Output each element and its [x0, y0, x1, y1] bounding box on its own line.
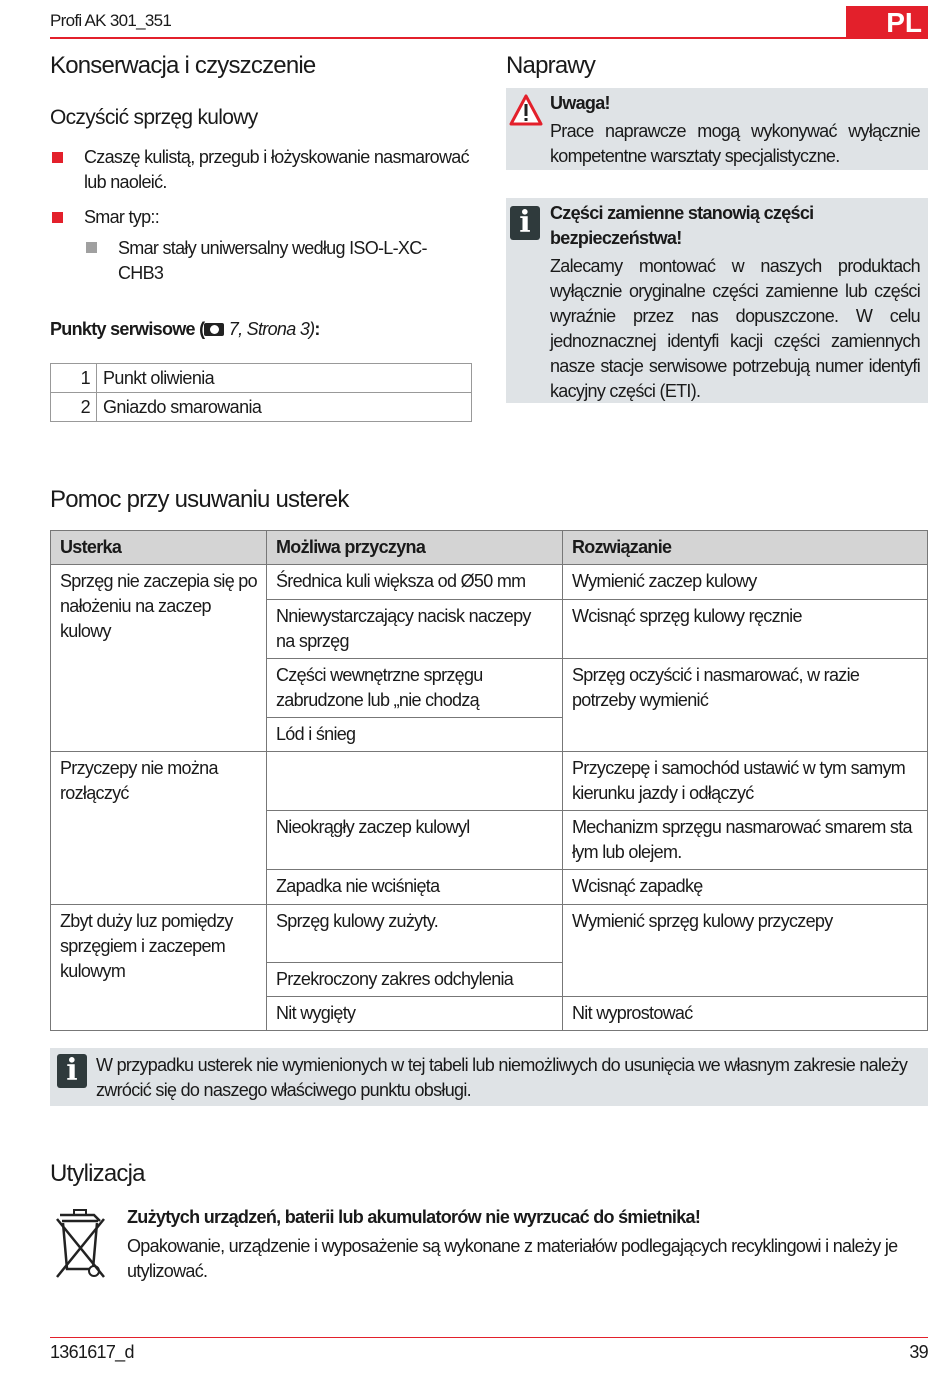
language-badge: PL: [846, 6, 928, 39]
troubleshooting-table: [50, 530, 928, 1031]
column-header: Możliwa przyczyna: [267, 531, 563, 565]
fault-cell: Sprzęg nie zaczepia się po nałożeniu na zaczep kulowy: [51, 565, 267, 752]
colon: :: [314, 319, 320, 339]
table-row: [51, 393, 472, 422]
subsection-title: Oczyścić sprzęg kulowy: [50, 106, 258, 129]
bullet-text: Smar typ::: [84, 207, 160, 227]
info-box: [506, 198, 928, 403]
cause-cell: Nniewystarczający nacisk naczepy na sprzęg: [267, 600, 563, 659]
cause-cell: Nit wygięty: [267, 997, 563, 1031]
table-row: [51, 364, 472, 393]
page-number: 39: [909, 1342, 928, 1362]
table-row: [51, 565, 928, 600]
cause-cell: Lód i śnieg: [267, 718, 563, 752]
solution-cell: Nit wyprostować: [563, 997, 928, 1031]
header-divider: [50, 37, 928, 39]
fault-cell: Zbyt duży luz pomiędzy sprzęgiem i zaczepem kulowym: [51, 905, 267, 1031]
point-label: Gniazdo smarowania: [97, 393, 472, 422]
point-label: Punkt oliwienia: [97, 364, 472, 393]
figure-reference: 7, Strona 3): [224, 319, 315, 339]
info-icon: i: [57, 1054, 87, 1088]
section-title-disposal: Utylizacja: [50, 1160, 145, 1187]
solution-cell: Wymienić zaczep kulowy: [563, 565, 928, 600]
info-title: Części zamienne stanowią części bezpieczeństwa!: [550, 203, 814, 248]
solution-cell: Przyczepę i samochód ustawić w tym samym kierunku jazdy i odłączyć: [563, 752, 928, 811]
cause-cell: Przekroczony zakres odchylenia: [267, 963, 563, 997]
service-points-label: [50, 317, 320, 342]
table-row: [51, 905, 928, 963]
service-points-table: [50, 363, 472, 422]
disposal-text: Opakowanie, urządzenie i wyposażenie są wykonane z materiałów podlegających recyklingowi i należy je utylizować.: [127, 1236, 898, 1281]
cause-cell: Zapadka nie wciśnięta: [267, 870, 563, 905]
section-title-troubleshooting: Pomoc przy usuwaniu usterek: [50, 486, 349, 513]
table-row: [51, 752, 928, 811]
disposal-warning: Zużytych urządzeń, baterii lub akumulatorów nie wyrzucać do śmietnika!: [127, 1207, 701, 1227]
section-title-repairs: Naprawy: [506, 52, 596, 79]
cause-cell: Średnica kuli większa od Ø50 mm: [267, 565, 563, 600]
note-box: [50, 1048, 928, 1106]
point-number: 2: [51, 393, 97, 422]
camera-icon: [204, 323, 224, 336]
bullet-text: Czaszę kulistą, przegub i łożyskowanie nasmarować lub naoleić.: [84, 147, 469, 192]
cause-cell: Sprzęg kulowy zużyty.: [267, 905, 563, 963]
bullet-icon: [52, 212, 63, 223]
warning-icon: [509, 94, 543, 126]
table-header-row: [51, 531, 928, 565]
crossed-bin-icon: [54, 1207, 108, 1279]
column-header: Usterka: [51, 531, 267, 565]
solution-cell: Wcisnąć zapadkę: [563, 870, 928, 905]
solution-cell: Wcisnąć sprzęg kulowy ręcznie: [563, 600, 928, 659]
document-number: 1361617_d: [50, 1342, 134, 1362]
warning-box: [506, 88, 928, 170]
cause-cell: Części wewnętrzne sprzęgu zabrudzone lub „nie chodzą: [267, 659, 563, 718]
service-points-heading: Punkty serwisowe (: [50, 319, 205, 339]
sub-bullet-icon: [86, 242, 97, 253]
section-title-maintenance: Konserwacja i czyszczenie: [50, 52, 316, 79]
solution-cell: Mechanizm sprzęgu nasmarować smarem sta łym lub olejem.: [563, 811, 928, 870]
cause-cell: Nieokrągły zaczep kulowyl: [267, 811, 563, 870]
column-header: Rozwiązanie: [563, 531, 928, 565]
bullet-icon: [52, 152, 63, 163]
point-number: 1: [51, 364, 97, 393]
footer-divider: [50, 1337, 928, 1338]
note-text: W przypadku usterek nie wymienionych w tej tabeli lub niemożliwych do usunięcia we własnym zakresie należy zwrócić się do naszego właściwego punktu obsługi.: [96, 1055, 908, 1100]
solution-cell: Wymienić sprzęg kulowy przyczepy: [563, 905, 928, 997]
solution-cell: Sprzęg oczyścić i nasmarować, w razie potrzeby wymienić: [563, 659, 928, 752]
cause-cell: [267, 752, 563, 811]
info-text: Zalecamy montować w naszych produktach wyłącznie oryginalne części zamienne lub części wyraźnie przez nas dopuszczone. W celu jednoznacznej identyfi kacji części zamiennych nasze stacje serwisowe potrzebują numer identyfi kacyjny części (ETI).: [550, 256, 920, 401]
fault-cell: Przyczepy nie można rozłączyć: [51, 752, 267, 905]
info-icon: i: [510, 206, 540, 240]
warning-text: Prace naprawcze mogą wykonywać wyłącznie kompetentne warsztaty specjalistyczne.: [550, 121, 920, 166]
document-title: Profi AK 301_351: [50, 11, 172, 30]
warning-title: Uwaga!: [550, 93, 610, 113]
sub-bullet-text: Smar stały uniwersalny według ISO-L-XC-CHB3: [118, 238, 427, 283]
